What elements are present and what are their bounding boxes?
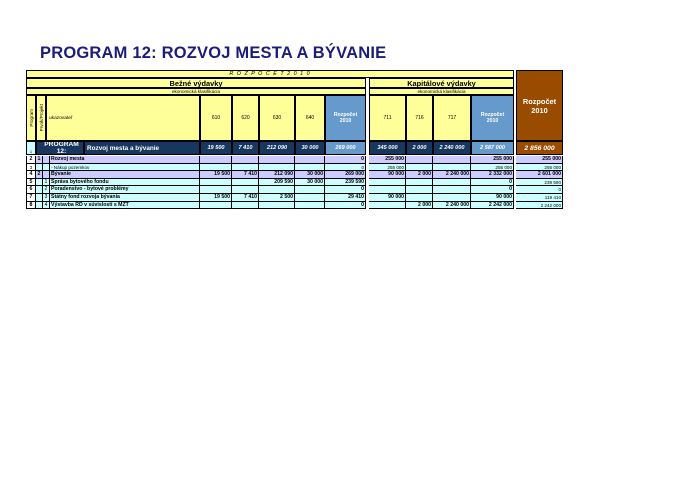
cell-n: 4 [26,171,36,179]
cell-ktot: 0 [471,186,514,194]
cell-ktot: 255 000 [471,156,514,164]
cell-k717 [433,194,471,202]
cell-ctot: 0 [325,186,366,194]
indicator-col-header: ukazovateľ [46,95,200,141]
cell-c620: 7 410 [232,171,259,179]
cell-k716: 2 000 [406,202,433,210]
cell-s [43,164,50,172]
cell-k717: 2 240 000 [433,202,471,210]
cell-c620 [232,164,259,172]
budget-table [26,70,563,216]
page-title: PROGRAM 12: ROZVOJ MESTA A BÝVANIE [40,44,387,62]
program-716: 2 000 [406,141,433,155]
cell-k717 [433,164,471,172]
table-row [26,202,563,210]
table-row [26,194,563,202]
table-row [26,179,563,187]
program-610: 19 500 [200,141,232,155]
cell-c630: 2 500 [259,194,295,202]
cell-p: 1 [36,156,43,164]
cell-c620 [232,179,259,187]
cell-ktot: 2 332 000 [471,171,514,179]
cell-c610 [200,186,232,194]
cell-k711: 90 000 [369,171,406,179]
cell-ktot: 0 [471,179,514,187]
cell-s [43,156,50,164]
program-capital-total: 2 587 000 [471,141,514,155]
table-row [26,171,563,179]
table-row [26,186,563,194]
cell-p [36,186,43,194]
cell-ctot: 0 [325,164,366,172]
subprogram-col-header: Prvok/Projekt [36,95,46,141]
cell-c640 [295,194,325,202]
col-717: 717 [433,95,471,141]
program-label: PROGRAM 12: [36,141,84,155]
col-716: 716 [406,95,433,141]
cell-c640 [295,202,325,210]
program-name: Rozvoj mesta a bývanie [84,141,200,155]
current-econ-class: ekonomická klasifikácia [26,88,366,95]
cell-c630 [259,202,295,210]
cell-s [43,171,50,179]
cell-k711 [369,202,406,210]
program-current-total: 269 000 [325,141,366,155]
cell-name: Rozvoj mesta [50,156,200,164]
cell-ctot: 0 [325,156,366,164]
cell-k717 [433,156,471,164]
capital-econ-class: ekonomická klasifikácia [369,88,514,95]
cell-s: 1 [43,179,50,187]
cell-p: 2 [36,171,43,179]
cell-ktot: 90 000 [471,194,514,202]
cell-c640 [295,186,325,194]
cell-s: 4 [43,202,50,210]
program-620: 7 410 [232,141,259,155]
cell-c630 [259,186,295,194]
cell-c630 [259,164,295,172]
cell-name: Výstavba RD v súvislosti s MŽT [50,202,200,210]
cell-s: 3 [43,194,50,202]
cell-n: 3 [26,164,36,172]
cell-total: 255 000 [516,156,563,164]
cell-name: - Nákup pozemkov [50,164,200,172]
cell-ctot: 269 000 [325,171,366,179]
col-620: 620 [232,95,259,141]
cell-c610 [200,179,232,187]
cell-p [36,164,43,172]
col-640: 640 [295,95,325,141]
cell-n: 8 [26,202,36,210]
cell-total: 0 [516,186,563,194]
cell-ktot: 255 000 [471,164,514,172]
cell-s: 2 [43,186,50,194]
current-total-header: Rozpočet 2010 [325,95,366,141]
cell-ctot: 239 590 [325,179,366,187]
col-630: 630 [259,95,295,141]
cell-total: 119 410 [516,194,563,202]
cell-c630 [259,156,295,164]
program-717: 2 240 000 [433,141,471,155]
capital-expenses-label: Kapitálové výdavky [369,78,514,88]
cell-c640: 30 000 [295,179,325,187]
cell-total: 239 590 [516,179,563,187]
table-row [26,156,563,164]
cell-total: 2 242 000 [516,202,563,210]
col-711: 711 [369,95,406,141]
cell-ktot: 2 242 000 [471,202,514,210]
cell-k716 [406,164,433,172]
cell-c610 [200,156,232,164]
budget-banner: R O Z P O Č E T 2 0 1 0 [26,70,514,78]
cell-k716: 2 000 [406,171,433,179]
cell-c640 [295,164,325,172]
cell-k711: 255 000 [369,164,406,172]
cell-k711: 90 000 [369,194,406,202]
cell-c620 [232,202,259,210]
program-711: 345 000 [369,141,406,155]
cell-p [36,194,43,202]
cell-k711 [369,186,406,194]
cell-n: 5 [26,179,36,187]
cell-c610 [200,164,232,172]
cell-k716 [406,156,433,164]
cell-k717 [433,186,471,194]
cell-k716 [406,186,433,194]
cell-k716 [406,179,433,187]
cell-c630: 212 090 [259,171,295,179]
cell-k716 [406,194,433,202]
cell-n: 7 [26,194,36,202]
capital-total-header: Rozpočet 2010 [471,95,514,141]
cell-c610 [200,202,232,210]
cell-c620 [232,186,259,194]
program-col-header: Program [26,95,36,141]
grand-total-header: Rozpočet 2010 [516,70,563,141]
cell-p [36,179,43,187]
program-630: 212 090 [259,141,295,155]
cell-name: Štátny fond rozvoja bývania [50,194,200,202]
cell-ctot: 29 410 [325,194,366,202]
cell-k711 [369,179,406,187]
table-row [26,164,563,172]
program-row-number: 1 [26,141,36,155]
cell-c620: 7 410 [232,194,259,202]
cell-name: Poradenstvo - bytové problémy [50,186,200,194]
cell-k711: 255 000 [369,156,406,164]
cell-ctot: 0 [325,202,366,210]
current-expenses-label: Bežné výdavky [26,78,366,88]
cell-c630: 209 590 [259,179,295,187]
program-grand-total: 2 856 000 [516,141,563,155]
cell-total: 255 000 [516,164,563,172]
cell-c610: 19 500 [200,171,232,179]
cell-k717 [433,179,471,187]
cell-name: Správa bytového fondu [50,179,200,187]
cell-n: 6 [26,186,36,194]
cell-k717: 2 240 000 [433,171,471,179]
program-640: 30 000 [295,141,325,155]
cell-c610: 19 500 [200,194,232,202]
cell-p [36,202,43,210]
cell-name: Bývanie [50,171,200,179]
cell-c640: 30 000 [295,171,325,179]
cell-total: 2 601 000 [516,171,563,179]
cell-c620 [232,156,259,164]
cell-n: 2 [26,156,36,164]
col-610: 610 [200,95,232,141]
cell-c640 [295,156,325,164]
